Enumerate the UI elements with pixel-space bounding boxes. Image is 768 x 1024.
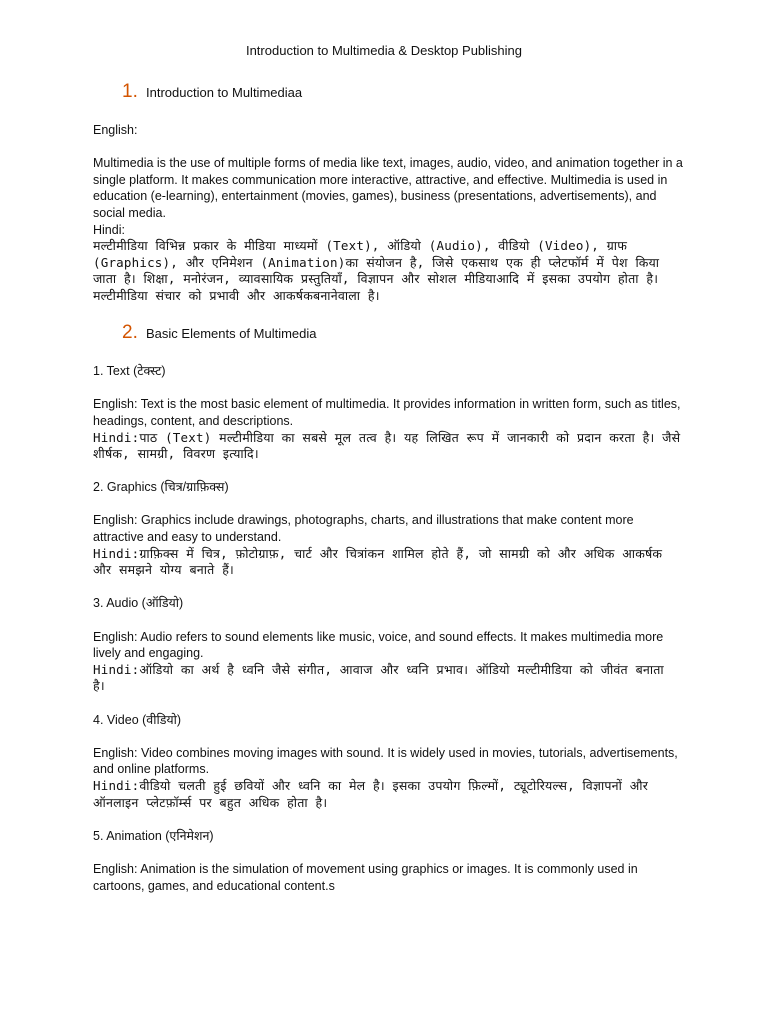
document-body [93,80,683,894]
section-number: 2. [122,322,138,344]
element-english-text: English: Text is the most basic element of multimedia. It provides information in written form, such as titles, headings, content, and descriptions. [93,397,681,428]
english-label: English: [93,123,138,137]
section-heading-basic-elements [122,321,683,345]
element-title-text: 1. Text (टेक्स्ट) [93,364,166,379]
section-title: Introduction to Multimediaa [146,85,303,100]
element-hindi-graphics: Hindi:ग्राफ़िक्स में चित्र, फ़ोटोग्राफ़, चार्ट और चित्रांकन शामिल होते हैं, जो सामग्री को और अधिक आकर्षक और समझने योग्य बनाते हैं। [93,545,663,578]
element-hindi-audio: Hindi:ऑडियो का अर्थ है ध्वनि जैसे संगीत, आवाज और ध्वनि प्रभाव। ऑडियो मल्टीमीडिया को जीवंत बनाता है। [93,661,664,694]
element-title-video: 4. Video (वीडियो) [93,712,182,727]
element-english-animation: English: Animation is the simulation of movement using graphics or images. It is commonly used in cartoons, games, and educational content.s [93,861,638,893]
element-hindi-video: Hindi:वीडियो चलती हुई छवियों और ध्वनि का मेल है। इसका उपयोग फ़िल्मों, ट्यूटोरियल्स, विज्ञापनों और ऑनलाइन प्लेटफ़ॉर्म्स पर बहुत अधिक होता है। [93,777,649,810]
english-paragraph: Multimedia is the use of multiple forms of media like text, images, audio, video, and animation together in a single platform. It makes communication more interactive, attractive, and effective. Multimedia is used in education (e-learning), entertainment (movies, games), business (presentations, advertisements), and social media. [93,156,683,220]
section-heading-introduction [122,80,683,104]
hindi-paragraph: मल्टीमीडिया विभिन्न प्रकार के मीडिया माध्यमों (Text), ऑडियो (Audio), वीडियो (Video), ग्राफ (Graphics), और एनिमेशन (Animation)का संयोजन है, जिसे एकसाथ एक ही प्लेटफॉर्म में पेश किया जाता है। शिक्षा, मनोरंजन, व्यावसायिक प्रस्तुतियाँ, विज्ञापन और सोशल मीडियाआदि में इसका उपयोग होता है। मल्टीमीडिया संचार को प्रभावी और आकर्षकबनानेवाला है। [93,238,660,303]
hindi-label: Hindi: [93,222,125,237]
element-english-graphics: English: Graphics include drawings, photographs, charts, and illustrations that make content more attractive and easy to understand. [93,513,634,545]
element-english-video: English: Video combines moving images with sound. It is widely used in movies, tutorials, advertisements, and online platforms. [93,745,678,777]
element-title-animation: 5. Animation (एनिमेशन) [93,828,214,843]
element-title-audio: 3. Audio (ऑडियो) [93,596,184,611]
element-english-audio: English: Audio refers to sound elements like music, voice, and sound effects. It makes multimedia more lively and engaging. [93,629,664,661]
element-title-graphics: 2. Graphics (चित्र/ग्राफ़िक्स) [93,480,229,495]
section-title: Basic Elements of Multimedia [146,326,317,342]
document-title: Introduction to Multimedia & Desktop Publishing [245,43,523,58]
section-number: 1. [122,81,138,102]
element-hindi-text: Hindi:पाठ (Text) मल्टीमीडिया का सबसे मूल तत्व है। यह लिखित रूप में जानकारी को प्रदान करता है। जैसे शीर्षक, सामग्री, विवरण इत्यादि। [93,429,681,462]
